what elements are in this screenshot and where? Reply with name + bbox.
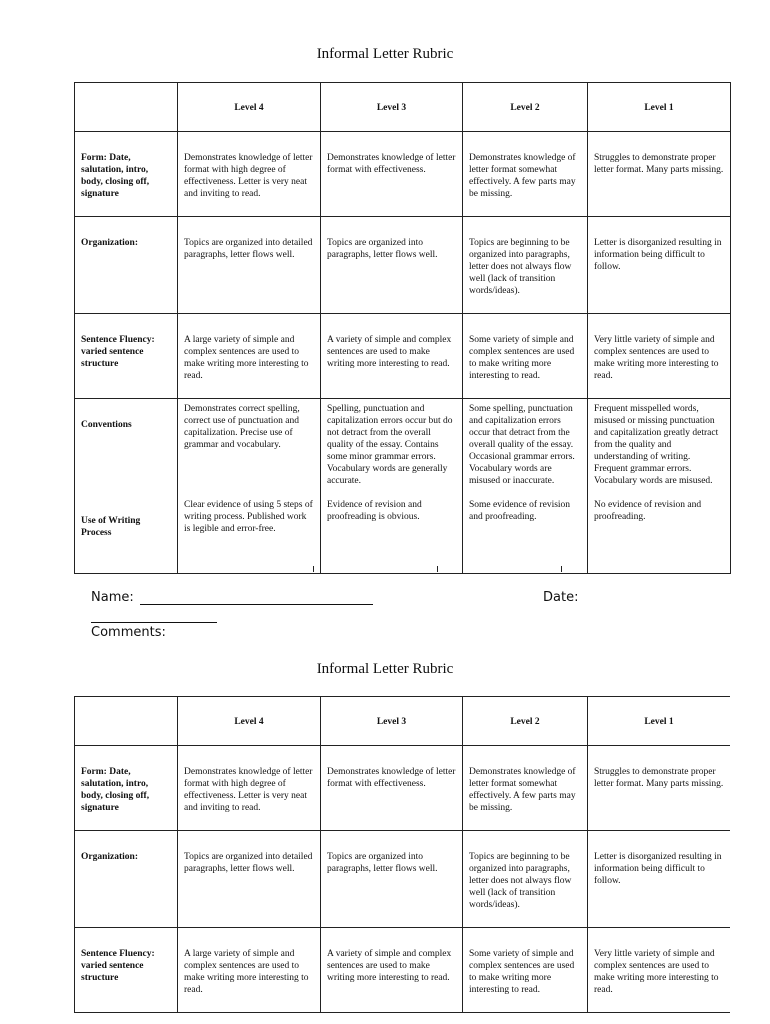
header-level-1: Level 1 — [588, 697, 731, 746]
writing-process-level-1-text: No evidence of revision and proofreading. — [594, 500, 702, 522]
criterion-writing-process-label: Use of Writing Process — [81, 516, 141, 538]
header-level-3: Level 3 — [321, 83, 463, 132]
cell-fluency-level-2: Some variety of simple and complex sentences are used to make writing more interesting to read. — [463, 928, 588, 1013]
header-level-1: Level 1 — [588, 83, 731, 132]
table-row — [75, 831, 731, 928]
header-level-2: Level 2 — [463, 83, 588, 132]
table-row — [75, 399, 731, 574]
cell-form-level-1: Struggles to demonstrate proper letter format. Many parts missing. — [588, 132, 731, 217]
cell-form-level-2: Demonstrates knowledge of letter format somewhat effectively. A few parts may be missing. — [463, 132, 588, 217]
header-row — [75, 83, 731, 132]
cell-fluency-level-4: A large variety of simple and complex sentences are used to make writing more interesting to read. — [178, 928, 321, 1013]
cell-form-level-1: Struggles to demonstrate proper letter format. Many parts missing. — [588, 746, 731, 831]
cell-organization-level-1: Letter is disorganized resulting in information being difficult to follow. — [588, 831, 731, 928]
header-level-2: Level 2 — [463, 697, 588, 746]
table-row — [75, 928, 731, 1013]
comments-line[interactable] — [91, 622, 217, 623]
cell-organization-level-1: Letter is disorganized resulting in information being difficult to follow. — [588, 217, 731, 314]
date-label: Date: — [543, 590, 579, 605]
cell-fluency-level-3: A variety of simple and complex sentences are used to make writing more interesting to read. — [321, 928, 463, 1013]
header-level-4: Level 4 — [178, 697, 321, 746]
cell-fluency-level-3: A variety of simple and complex sentences are used to make writing more interesting to read. — [321, 314, 463, 399]
conventions-level-4-text: Demonstrates correct spelling, correct use of punctuation and capitalization. Precise use of grammar and vocabulary. — [184, 404, 300, 450]
table-tick — [561, 566, 562, 572]
cell-fluency-level-4: A large variety of simple and complex sentences are used to make writing more interesting to read. — [178, 314, 321, 399]
criterion-conventions-label: Conventions — [81, 420, 132, 430]
cell-organization-level-3: Topics are organized into paragraphs, letter flows well. — [321, 831, 463, 928]
cell-form-level-4: Demonstrates knowledge of letter format with high degree of effectiveness. Letter is very neat and inviting to read. — [178, 132, 321, 217]
table-row — [75, 746, 731, 831]
conventions-level-1-text: Frequent misspelled words, misused or missing punctuation and capitalization greatly detract from the quality and understanding of writing. Frequent grammar errors. Vocabulary words are misused. — [594, 404, 719, 486]
cell-form-level-2: Demonstrates knowledge of letter format somewhat effectively. A few parts may be missing. — [463, 746, 588, 831]
cell-fluency-level-2: Some variety of simple and complex sentences are used to make writing more interesting to read. — [463, 314, 588, 399]
cell-organization-level-2: Topics are beginning to be organized into paragraphs, letter does not always flow well (lack of transition words/ideas). — [463, 217, 588, 314]
cell-organization-level-3: Topics are organized into paragraphs, letter flows well. — [321, 217, 463, 314]
table-tick — [437, 566, 438, 572]
header-level-3: Level 3 — [321, 697, 463, 746]
rubric-table-2-clip — [74, 696, 730, 1024]
writing-process-level-3-text: Evidence of revision and proofreading is obvious. — [327, 500, 422, 522]
rubric-title-2: Informal Letter Rubric — [316, 661, 454, 677]
rubric-title: Informal Letter Rubric — [316, 46, 454, 62]
cell-form-level-3: Demonstrates knowledge of letter format with effectiveness. — [321, 746, 463, 831]
table-row — [75, 217, 731, 314]
writing-process-level-2-text: Some evidence of revision and proofreading. — [469, 500, 571, 522]
cell-form-level-4: Demonstrates knowledge of letter format with high degree of effectiveness. Letter is very neat and inviting to read. — [178, 746, 321, 831]
writing-process-level-4-text: Clear evidence of using 5 steps of writing process. Published work is legible and error-free. — [184, 500, 313, 534]
cell-conventions-level-4 — [178, 399, 321, 574]
criterion-form: Form: Date, salutation, intro, body, closing off, signature — [75, 746, 178, 831]
header-row — [75, 697, 731, 746]
conventions-level-3-text: Spelling, punctuation and capitalization errors occur but do not detract from the overall quality of the essay. Contains some minor grammar errors. Vocabulary words are generally accurate. — [327, 404, 453, 486]
table-row — [75, 132, 731, 217]
cell-conventions-level-1 — [588, 399, 731, 574]
header-level-4: Level 4 — [178, 83, 321, 132]
criterion-organization: Organization: — [75, 217, 178, 314]
cell-organization-level-4: Topics are organized into detailed paragraphs, letter flows well. — [178, 831, 321, 928]
table-tick — [313, 566, 314, 572]
cell-form-level-3: Demonstrates knowledge of letter format with effectiveness. — [321, 132, 463, 217]
cell-fluency-level-1: Very little variety of simple and complex sentences are used to make writing more interesting to read. — [588, 314, 731, 399]
conventions-level-2-text: Some spelling, punctuation and capitalization errors occur that detract from the overall quality of the essay. Occasional grammar errors. Vocabulary words are misused or inaccurate. — [469, 404, 575, 486]
criterion-sentence-fluency: Sentence Fluency: varied sentence structure — [75, 928, 178, 1013]
comments-label: Comments: — [91, 625, 166, 640]
header-empty — [75, 697, 178, 746]
cell-conventions-level-2 — [463, 399, 588, 574]
cell-organization-level-4: Topics are organized into detailed paragraphs, letter flows well. — [178, 217, 321, 314]
cell-conventions-level-3 — [321, 399, 463, 574]
header-empty — [75, 83, 178, 132]
rubric-table — [74, 82, 731, 574]
table-row — [75, 314, 731, 399]
criterion-conventions — [75, 399, 178, 574]
criterion-form: Form: Date, salutation, intro, body, closing off, signature — [75, 132, 178, 217]
cell-fluency-level-1: Very little variety of simple and complex sentences are used to make writing more interesting to read. — [588, 928, 731, 1013]
cell-organization-level-2: Topics are beginning to be organized into paragraphs, letter does not always flow well (lack of transition words/ideas). — [463, 831, 588, 928]
name-line[interactable] — [140, 604, 373, 605]
name-label: Name: — [91, 590, 134, 605]
criterion-organization: Organization: — [75, 831, 178, 928]
rubric-table-2 — [74, 696, 730, 1013]
criterion-sentence-fluency: Sentence Fluency: varied sentence structure — [75, 314, 178, 399]
